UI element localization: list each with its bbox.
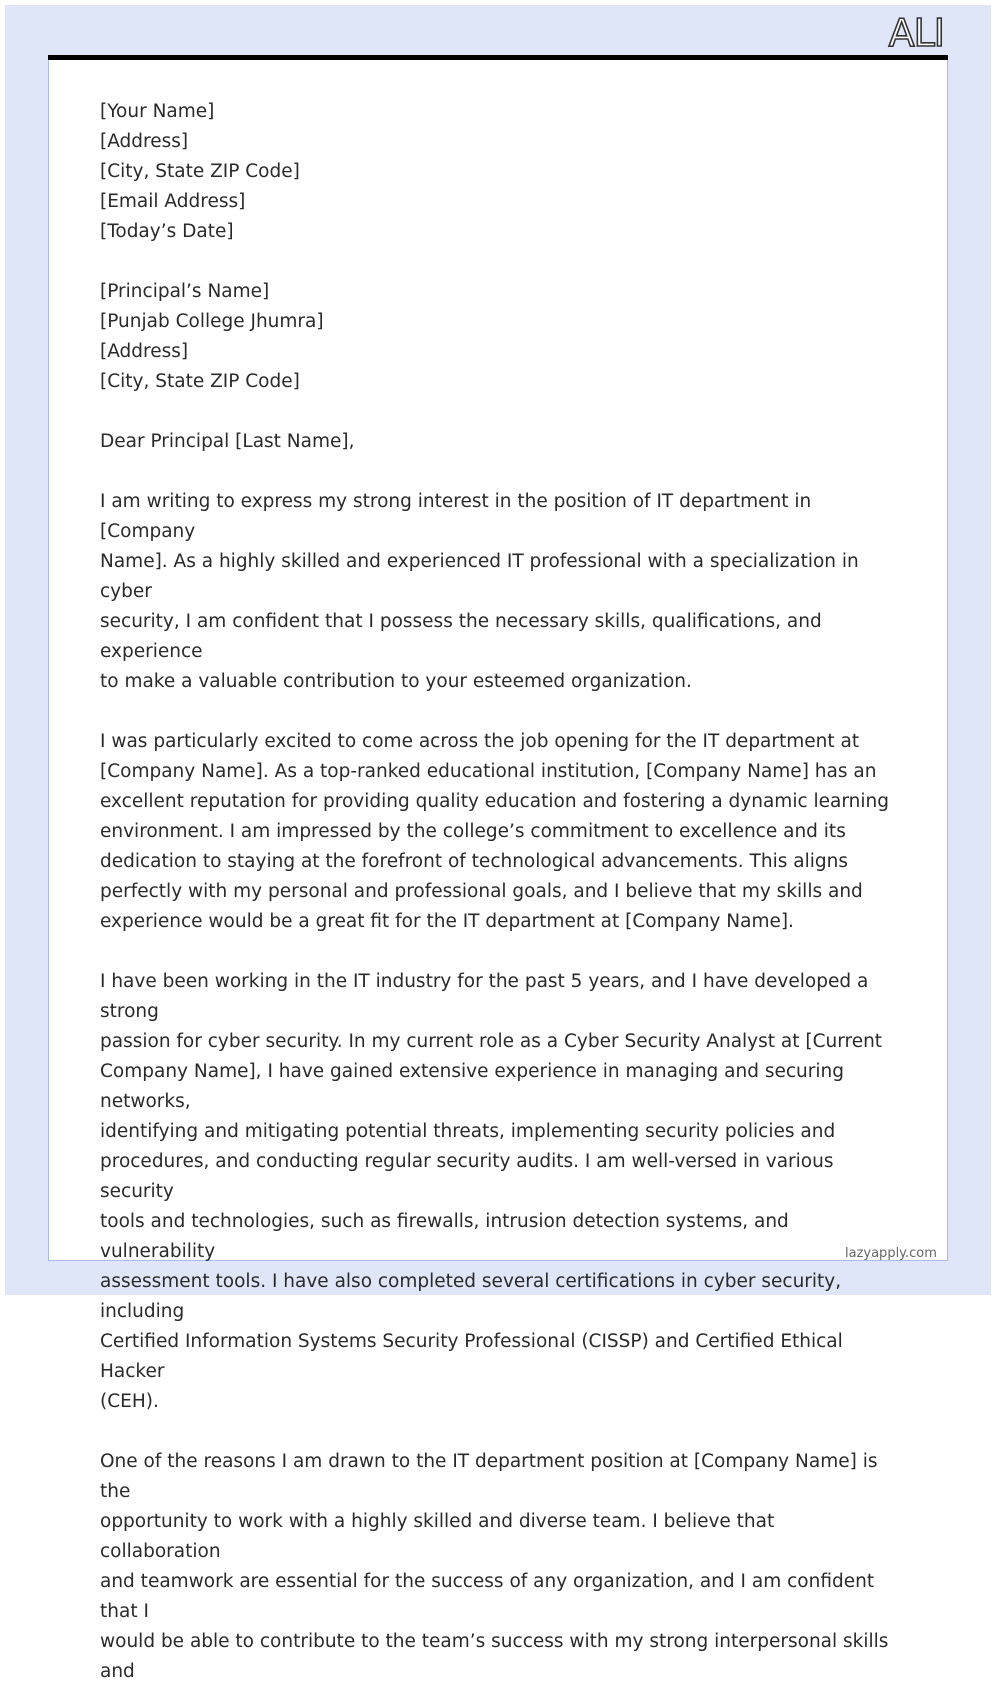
bottom-edge <box>0 1295 996 1300</box>
body-paragraph-4: One of the reasons I am drawn to the IT department position at [Company Name] is the opportunity to work with a highly skilled and diverse team. I believe that collaboration and teamwork are essential for the success of any organization, and I am confident that I would be able to contribute to the team’s success with my strong interpersonal skills and <box>100 1451 889 1682</box>
spacer <box>100 457 900 487</box>
sender-address: [Address] <box>100 131 189 152</box>
sender-city-state-zip: [City, State ZIP Code] <box>100 161 300 182</box>
salutation: Dear Principal [Last Name], <box>100 431 355 452</box>
sender-email: [Email Address] <box>100 191 246 212</box>
watermark: lazyapply.com <box>845 1246 937 1261</box>
recipient-organization: [Punjab College Jhumra] <box>100 311 324 332</box>
spacer <box>100 697 900 727</box>
spacer <box>100 247 900 277</box>
spacer <box>100 1417 900 1447</box>
body-paragraph-2: I was particularly excited to come across the job opening for the IT department at [Company Name]. As a top-ranked educational institution, [Company Name] has an excellent reputation for providing quality education and fostering a dynamic learning environment. I am impressed by the college’s commitment to excellence and its dedication to staying at the forefront of technological advancements. This aligns perfectly with my personal and professional goals, and I believe that my skills and experience would be a great fit for the IT department at [Company Name]. <box>100 731 889 932</box>
cover-letter-body <box>100 97 900 1687</box>
brand-logo: ALI <box>888 11 944 55</box>
spacer <box>100 937 900 967</box>
body-paragraph-1: I am writing to express my strong interest in the position of IT department in [Company Name]. As a highly skilled and experienced IT professional with a specialization in cyber security, I am confident that I possess the necessary skills, qualifications, and experience to make a valuable contribution to your esteemed organization. <box>100 491 859 692</box>
spacer <box>100 397 900 427</box>
sender-name: [Your Name] <box>100 101 215 122</box>
recipient-block <box>100 277 900 397</box>
sender-block <box>100 97 900 247</box>
body-paragraph-3: I have been working in the IT industry for the past 5 years, and I have developed a strong passion for cyber security. In my current role as a Cyber Security Analyst at [Current Company Name], I have gained extensive experience in managing and securing networks, identifying and mitigating potential threats, implementing security policies and procedures, and conducting regular security audits. I am well-versed in various security tools and technologies, such as firewalls, intrusion detection systems, and vulnerability assessment tools. I have also completed several certifications in cyber security, including Certified Information Systems Security Professional (CISSP) and Certified Ethical Hacker (CEH). <box>100 971 883 1412</box>
recipient-name: [Principal’s Name] <box>100 281 270 302</box>
recipient-city-state-zip: [City, State ZIP Code] <box>100 371 300 392</box>
recipient-address: [Address] <box>100 341 189 362</box>
letter-date: [Today’s Date] <box>100 221 234 242</box>
